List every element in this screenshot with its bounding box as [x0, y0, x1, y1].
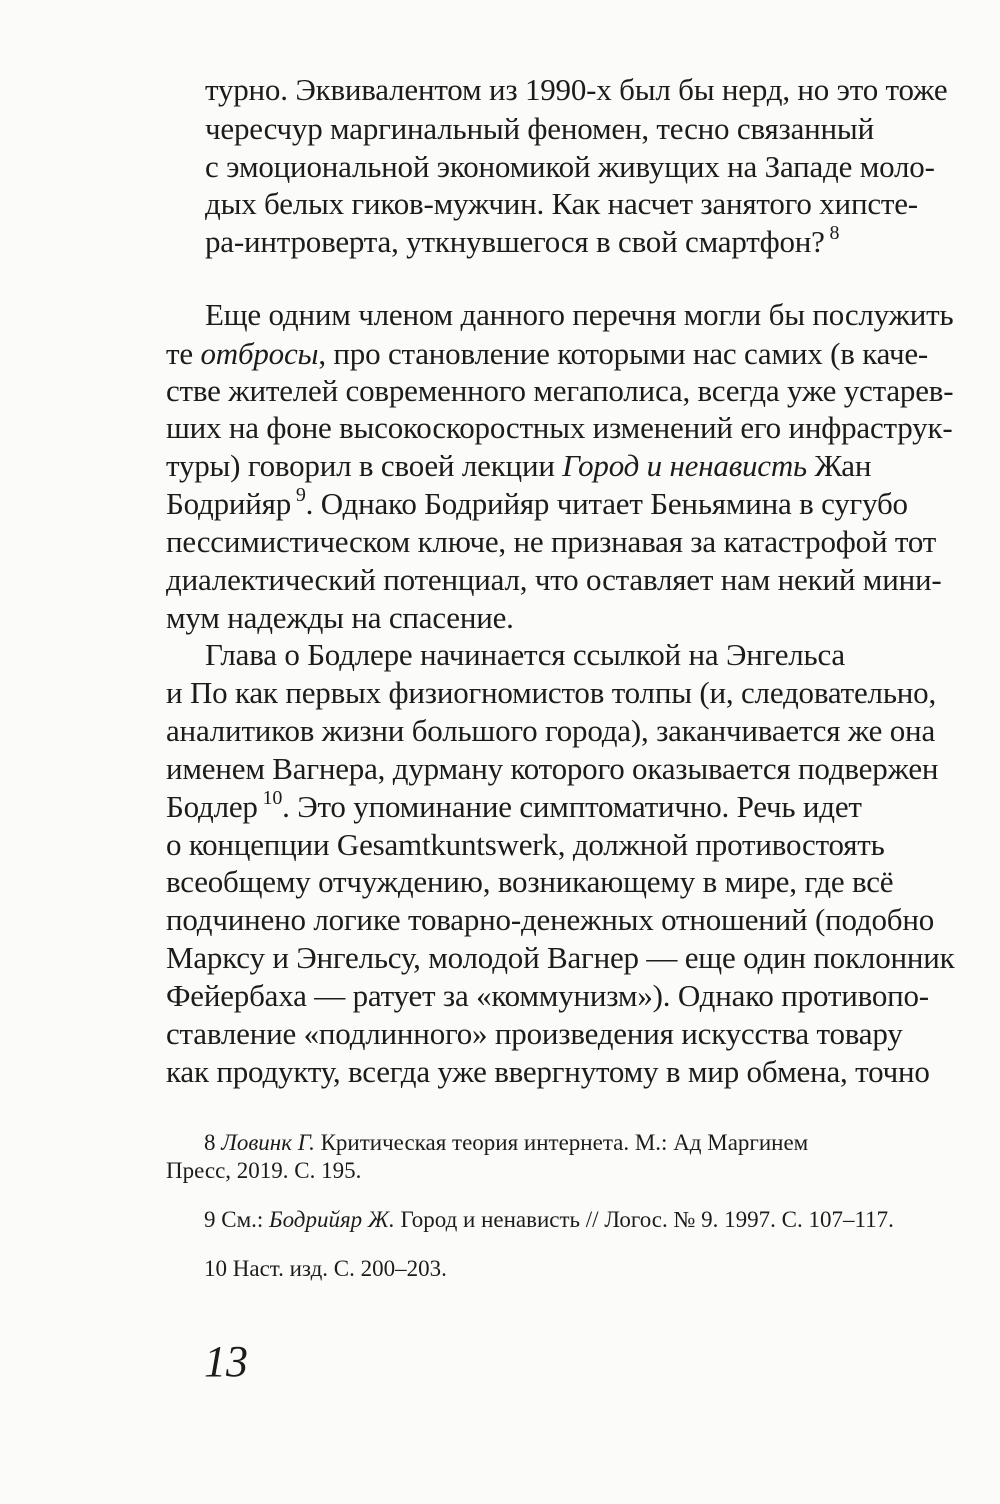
- text-line: [166, 486, 908, 522]
- text-run: именем Вагнера, дурману которого оказывается подвержен: [166, 751, 939, 786]
- footnote-ref: 9: [291, 484, 306, 506]
- text-run: мум надежды на спасение.: [166, 600, 514, 635]
- text-line: [166, 713, 935, 749]
- text-run: 10: [204, 1256, 227, 1281]
- text-run: и По как первых физиогномистов толпы (и, следовательно,: [166, 675, 936, 710]
- italic-text: Город и ненависть: [562, 448, 807, 483]
- footnote-line: [204, 1128, 808, 1158]
- page-number: 13: [204, 1337, 248, 1386]
- text-run: Пресс, 2019. С. 195.: [166, 1158, 362, 1183]
- text-line: [166, 827, 885, 863]
- text-run: туры) говорил в своей лекции: [166, 448, 563, 483]
- text-line: [205, 224, 839, 260]
- text-line: [166, 600, 514, 636]
- text-line: [166, 675, 936, 711]
- text-run: Критическая теория интернета. М.: Ад Маргинем: [314, 1130, 809, 1155]
- text-line: [205, 72, 947, 108]
- italic-text: Бодрийяр Ж.: [269, 1207, 395, 1232]
- text-line: [166, 448, 871, 484]
- text-run: Фейербаха — ратует за «коммунизм»). Однако противопо-: [166, 978, 929, 1013]
- text-run: Наст. изд. С. 200–203.: [227, 1256, 447, 1281]
- text-line: [166, 410, 952, 446]
- text-line: [166, 940, 955, 976]
- text-line: [166, 524, 936, 560]
- text-run: те: [166, 336, 201, 371]
- footnote-line: [204, 1205, 894, 1235]
- footnote-ref: 8: [824, 222, 840, 244]
- footnote-ref: 10: [257, 787, 283, 809]
- text-line: [166, 864, 893, 900]
- text-run: Марксу и Энгельсу, молодой Вагнер — еще один поклонник: [166, 940, 955, 975]
- text-run: Жан: [806, 448, 872, 483]
- italic-text: отбросы: [200, 336, 319, 371]
- text-line: [205, 297, 953, 333]
- text-run: с эмоциональной экономикой живущих на Западе моло-: [205, 149, 935, 184]
- text-line: [166, 562, 942, 598]
- text-run: диалектический потенциал, что оставляет нам некий мини-: [166, 562, 942, 597]
- text-run: ших на фоне высокоскоростных изменений его инфраструк-: [166, 410, 953, 445]
- text-line: [166, 1054, 930, 1090]
- text-run: 9: [204, 1207, 216, 1232]
- text-run: турно. Эквивалентом из 1990-х был бы нерд, но это тоже: [205, 72, 948, 107]
- text-line: [166, 1016, 903, 1052]
- text-run: о концепции Gesamtkuntswerk, должной противостоять: [166, 827, 885, 862]
- footnote-line: [204, 1254, 447, 1284]
- text-run: 8: [204, 1130, 216, 1155]
- text-run: подчинено логике товарно-денежных отношений (подобно: [166, 902, 935, 937]
- text-run: всеобщему отчуждению, возникающему в мире, где всё: [166, 864, 894, 899]
- text-line: [205, 637, 845, 673]
- text-run: ставление «подлинного» произведения искусства товару: [166, 1016, 903, 1051]
- text-run: См.:: [215, 1207, 270, 1232]
- italic-text: Ловинк Г.: [221, 1130, 315, 1155]
- text-line: [166, 751, 938, 787]
- text-line: [205, 186, 918, 222]
- text-run: Город и ненависть // Логос. № 9. 1997. С. 107–117.: [394, 1207, 894, 1232]
- text-line: [166, 373, 953, 409]
- text-run: ра-интроверта, уткнувшегося в свой смартфон?: [205, 224, 825, 259]
- text-run: стве жителей современного мегаполиса, всегда уже устарев-: [166, 373, 954, 408]
- footnote-line: [166, 1156, 361, 1186]
- text-line: [166, 978, 929, 1014]
- text-run: чересчур маргинальный феномен, тесно связанный: [205, 111, 874, 146]
- text-run: . Это упоминание симптоматично. Речь идет: [282, 789, 862, 824]
- text-run: Бодлер: [166, 789, 258, 824]
- text-line: [166, 902, 934, 938]
- text-run: Глава о Бодлере начинается ссылкой на Энгельса: [205, 637, 845, 672]
- text-line: [166, 336, 928, 372]
- text-run: Бодрийяр: [166, 486, 292, 521]
- text-line: [205, 111, 874, 147]
- text-run: , про становление которыми нас самих (в каче-: [318, 336, 929, 371]
- text-line: [205, 149, 935, 185]
- text-run: как продукту, всегда уже ввергнутому в мир обмена, точно: [166, 1054, 930, 1089]
- text-line: [166, 789, 862, 825]
- text-run: пессимистическом ключе, не признавая за катастрофой тот: [166, 524, 937, 559]
- text-run: дых белых гиков-мужчин. Как насчет занятого хипсте-: [205, 186, 918, 221]
- text-run: Еще одним членом данного перечня могли бы послужить: [205, 297, 954, 332]
- text-run: аналитиков жизни большого города), заканчивается же она: [166, 713, 936, 748]
- text-run: . Однако Бодрийяр читает Беньямина в сугубо: [305, 486, 908, 521]
